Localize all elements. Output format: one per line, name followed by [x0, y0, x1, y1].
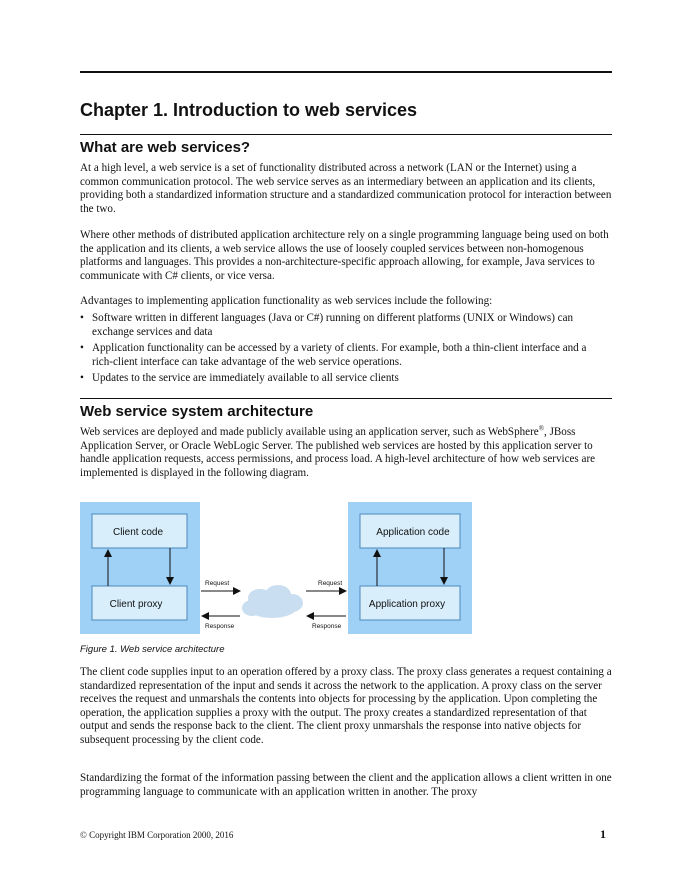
page-number: 1 — [600, 827, 606, 841]
client-code-label: Client code — [112, 527, 164, 538]
paragraph-definition: At a high level, a web service is a set of functionality distributed across a network (LAN or the Internet) using a common communication protocol. The web service serves as an intermediary between an application and its clients, providing both a standardized information structure and a standardized communication protocol for interaction between the two. — [80, 162, 612, 215]
paragraph-deployment: Web services are deployed and made publicly available using an application server, such as WebSphere®, JBoss Application Server, or Oracle WebLogic Server. The published web services are hosted by this application server to handle application requests, access permissions, and process load. A high-level architecture of how web services are implemented is displayed in the following diagram. — [80, 424, 596, 479]
paragraph-proxy-flow: The client code supplies input to an operation offered by a proxy class. The proxy class generates a request containing a standardized representation of the input and sends it across the network to the application. A proxy class on the server receives the request and unmarshals the contents into objects for processing by the application. Upon completing the operation, the application supplies a proxy with the output. The proxy creates a standardized representation of that output and sends the response back to the client. The client proxy unmarshals the response into native objects for subsequent processing by the client code. — [80, 666, 612, 746]
section-heading-architecture: Web service system architecture — [80, 398, 612, 420]
paragraph-standardizing: Standardizing the format of the information passing between the client and the application allows a client written in one programming language to communicate with an application written in another. The proxy — [80, 772, 612, 798]
application-proxy-label: Application proxy — [368, 599, 446, 610]
advantages-list — [80, 312, 600, 389]
architecture-diagram — [80, 500, 480, 636]
network-cloud-icon — [242, 585, 303, 618]
application-code-label: Application code — [376, 527, 450, 538]
list-item: • Software written in different languages (Java or C#) running on different platforms (UNIX or Windows) can exchange services and data — [80, 312, 574, 338]
bullet-icon: • — [80, 342, 84, 355]
paragraph-advantages-intro: Advantages to implementing application functionality as web services include the following: — [80, 295, 493, 307]
paragraph-distributed-architecture: Where other methods of distributed application architecture rely on a single programming language being used on both the application and its clients, a web service allows the use of loosely coupled services between non-homogenous platforms and languages. This provides a non-architecture-specific approach allowing, for example, Java services to communicate with C# clients, or vice versa. — [80, 229, 609, 282]
list-item: • Updates to the service are immediately available to all service clients — [80, 372, 399, 385]
bullet-icon: • — [80, 312, 84, 324]
request-label-left: Request — [205, 580, 230, 587]
client-proxy-label: Client proxy — [109, 599, 163, 610]
section-heading-what-are-web-services: What are web services? — [80, 134, 612, 156]
footer-copyright: © Copyright IBM Corporation 2000, 2016 — [80, 830, 234, 840]
chapter-title: Chapter 1. Introduction to web services — [80, 100, 418, 120]
figure-caption: Figure 1. Web service architecture — [80, 644, 225, 655]
list-item: • Application functionality can be accessed by a variety of clients. For example, both a thin-client interface and a rich-client interface can take advantage of the web service operations. — [80, 342, 587, 368]
top-rule — [80, 71, 612, 73]
response-label-right: Response — [312, 623, 342, 630]
request-label-right: Request — [318, 580, 343, 587]
bullet-icon: • — [80, 372, 84, 385]
response-label-left: Response — [205, 623, 235, 630]
